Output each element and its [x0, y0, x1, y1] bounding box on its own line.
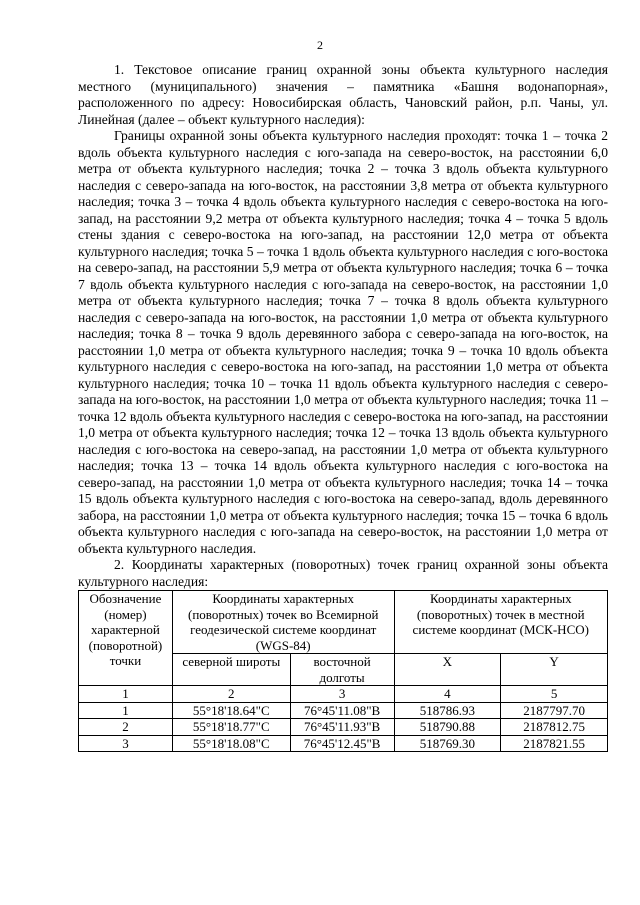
header-designation: Обозначение (номер) характерной (поворотной) точки	[79, 591, 173, 686]
header-longitude: восточной долготы	[290, 654, 394, 686]
table-row	[79, 702, 608, 719]
header-y: Y	[501, 654, 608, 686]
page-number: 2	[317, 38, 323, 52]
table-row	[79, 719, 608, 736]
header-latitude: северной широты	[172, 654, 290, 686]
coordinates-table	[78, 590, 608, 752]
point-latitude: 55°18'18.08"С	[172, 735, 290, 752]
column-number: 1	[79, 686, 173, 703]
point-x: 518786.93	[394, 702, 501, 719]
point-longitude: 76°45'11.93"В	[290, 719, 394, 736]
section-1-title: 1. Текстовое описание границ охранной зоны объекта культурного наследия местного (муниципального) значения – памятника «Башня водонапорная», расположенного по адресу: Новосибирская область, Чановский район, р.п. Чаны, ул. Линейная (далее – объект культурного наследия):	[78, 62, 608, 127]
point-y: 2187797.70	[501, 702, 608, 719]
section-1-body: Границы охранной зоны объекта культурного наследия проходят: точка 1 – точка 2 вдоль объекта культурного наследия с юго-запада на северо-восток, на расстоянии 6,0 метра от объекта культурного наследия; точка 2 – точка 3 вдоль объекта культурного наследия с северо-запада на юго-восток, на расстоянии 3,8 метра от объекта культурного наследия; точка 3 – точка 4 вдоль объекта культурного наследия с северо-востока на юго-запад, на расстоянии 9,2 метра от объекта культурного наследия; точка 4 – точка 5 вдоль стены здания с северо-востока на юго-запад, на расстоянии 12,0 метра от объекта культурного наследия; точка 5 – точка 1 вдоль объекта культурного наследия с юго-востока на северо-запад, на расстоянии 5,9 метра от объекта культурного наследия; точка 6 – точка 7 вдоль объекта культурного наследия с юго-запада на северо-восток, на расстоянии 1,0 метра от объекта культурного наследия; точка 7 – точка 8 вдоль объекта культурного наследия с северо-запада на юго-восток, на расстоянии 1,0 метра от объекта культурного наследия; точка 8 – точка 9 вдоль деревянного забора с северо-запада на юго-восток, на расстоянии 1,0 метра от объекта культурного наследия; точка 9 – точка 10 вдоль объекта культурного наследия с северо-востока на юго-запад, на расстоянии 1,0 метра от объекта культурного наследия; точка 10 – точка 11 вдоль объекта культурного наследия с северо-запада на юго-восток, на расстоянии 1,0 метра от объекта культурного наследия; точка 11 – точка 12 вдоль объекта культурного наследия с северо-востока на юго-запад, на расстоянии 1,0 метра от объекта культурного наследия; точка 12 – точка 13 вдоль объекта культурного наследия с юго-востока на северо-запад, на расстоянии 1,0 метра от объекта культурного наследия; точка 13 – точка 14 вдоль объекта культурного наследия с юго-востока на северо-запад, на расстоянии 1,0 метра от объекта культурного наследия; точка 14 – точка 15 вдоль объекта культурного наследия с юго-востока на северо-запад, вдоль деревянного забора, на расстоянии 1,0 метра от объекта культурного наследия; точка 15 – точка 6 вдоль объекта культурного наследия с юго-запада на северо-восток, на расстоянии 1,0 метра от объекта культурного наследия.	[78, 128, 608, 556]
table-row	[79, 735, 608, 752]
point-x: 518769.30	[394, 735, 501, 752]
point-latitude: 55°18'18.64"С	[172, 702, 290, 719]
column-number: 3	[290, 686, 394, 703]
column-number: 2	[172, 686, 290, 703]
point-longitude: 76°45'11.08"В	[290, 702, 394, 719]
header-x: X	[394, 654, 501, 686]
header-msk-nso: Координаты характерных (поворотных) точек в местной системе координат (МСК-НСО)	[394, 591, 607, 654]
point-longitude: 76°45'12.45"В	[290, 735, 394, 752]
section-2-intro: 2. Координаты характерных (поворотных) точек границ охранной зоны объекта культурного наследия:	[78, 557, 608, 589]
point-number: 3	[79, 735, 173, 752]
point-number: 1	[79, 702, 173, 719]
point-y: 2187821.55	[501, 735, 608, 752]
column-number: 5	[501, 686, 608, 703]
column-number: 4	[394, 686, 501, 703]
point-y: 2187812.75	[501, 719, 608, 736]
column-number-row	[79, 686, 608, 703]
point-x: 518790.88	[394, 719, 501, 736]
header-wgs84: Координаты характерных (поворотных) точек во Всемирной геодезической системе координат (WGS-84)	[172, 591, 394, 654]
point-number: 2	[79, 719, 173, 736]
document-body	[78, 62, 608, 752]
point-latitude: 55°18'18.77"С	[172, 719, 290, 736]
